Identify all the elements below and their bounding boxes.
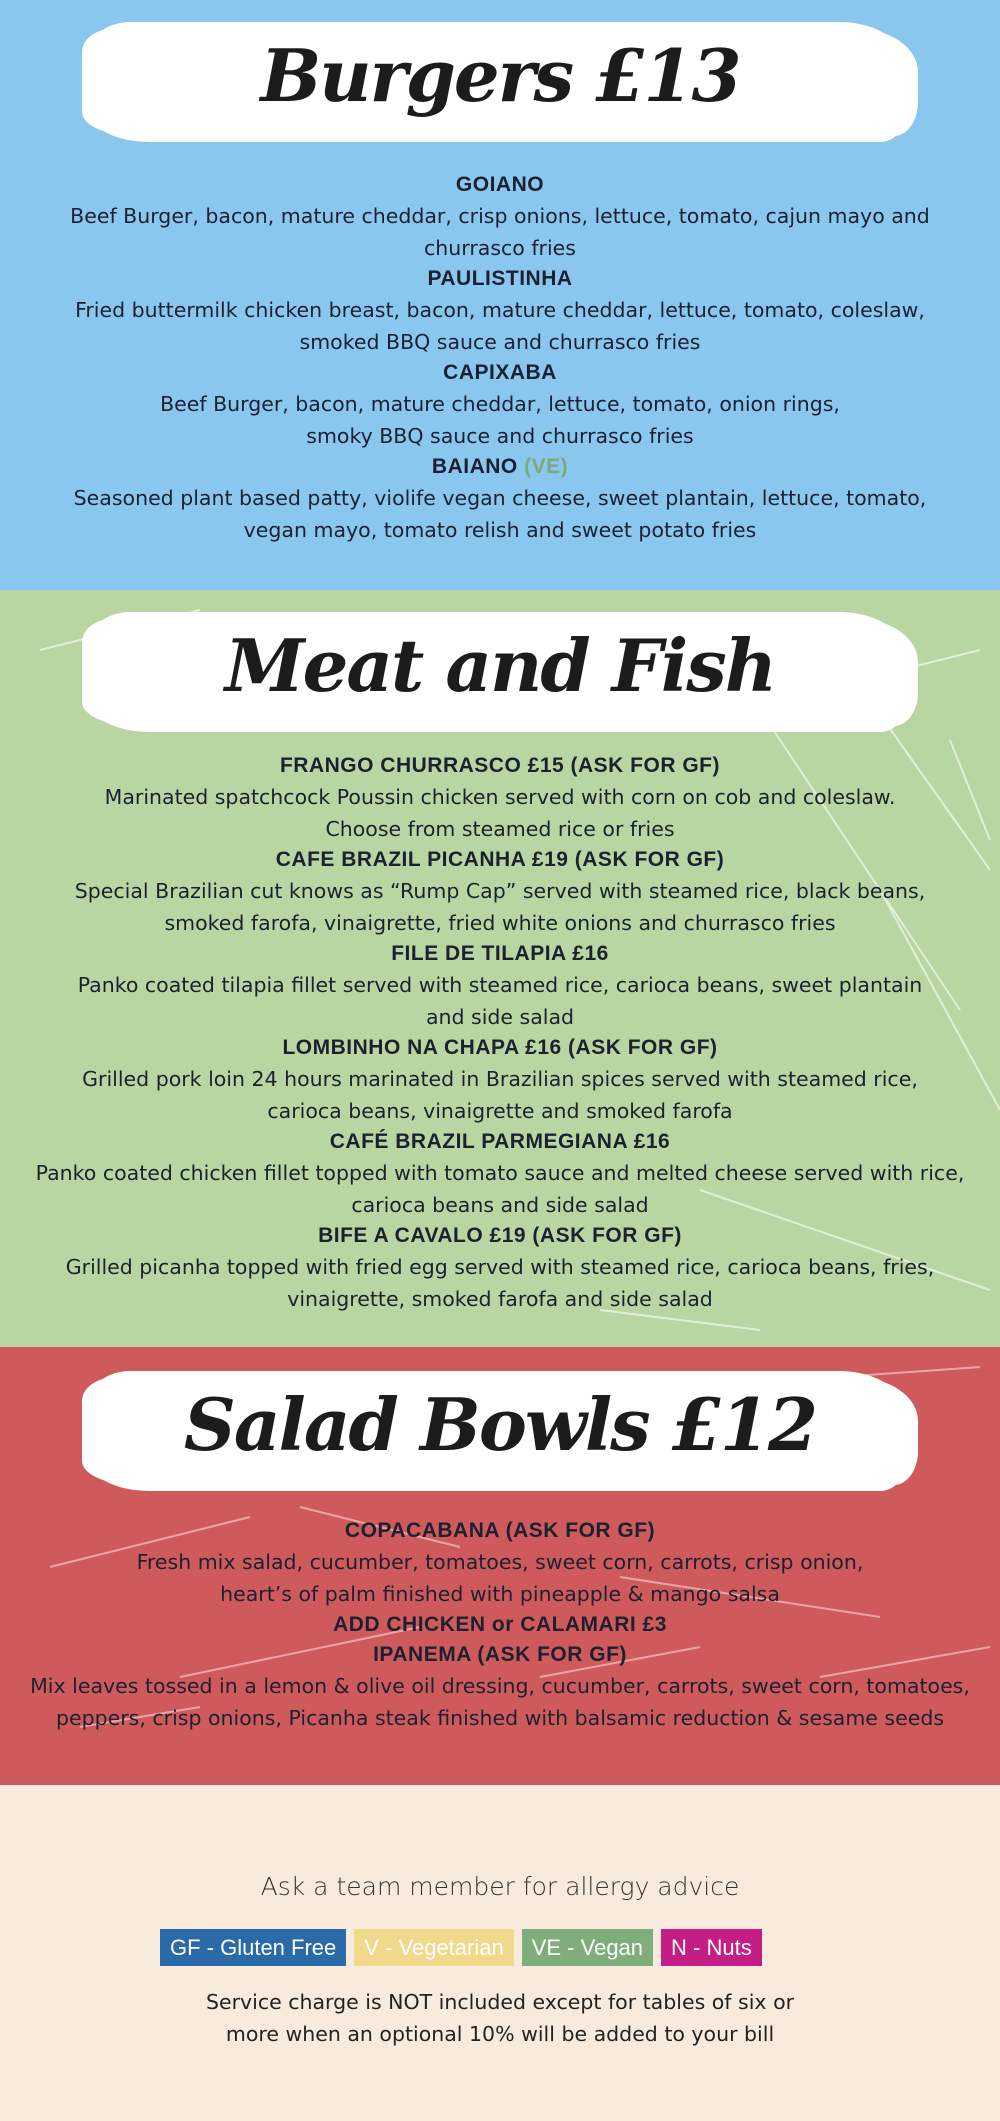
item-desc: vinaigrette, smoked farofa and side salad bbox=[287, 1287, 713, 1311]
menu-item bbox=[20, 751, 980, 845]
legend-nuts: N - Nuts bbox=[661, 1929, 762, 1966]
item-name: FILE DE TILAPIA £16 bbox=[391, 942, 609, 965]
menu-item bbox=[20, 1221, 980, 1315]
item-desc: heart’s of palm finished with pineapple & mango salsa bbox=[220, 1582, 780, 1606]
menu-item bbox=[20, 264, 980, 358]
item-name: FRANGO CHURRASCO £15 (ASK FOR GF) bbox=[279, 754, 721, 777]
item-desc: vegan mayo, tomato relish and sweet potato fries bbox=[243, 518, 757, 542]
item-desc: Beef Burger, bacon, mature cheddar, crisp onions, lettuce, tomato, cajun mayo and bbox=[70, 204, 930, 228]
menu-item bbox=[20, 1033, 980, 1127]
salad-list bbox=[20, 1516, 980, 1734]
item-desc: smoked farofa, vinaigrette, fried white onions and churrasco fries bbox=[164, 911, 836, 935]
item-name-row bbox=[20, 452, 980, 482]
item-name: PAULISTINHA bbox=[427, 267, 573, 290]
menu-item bbox=[20, 1127, 980, 1221]
item-desc: Panko coated chicken fillet topped with tomato sauce and melted cheese served with rice, bbox=[35, 1161, 965, 1185]
menu-item bbox=[20, 170, 980, 264]
item-desc: smoked BBQ sauce and churrasco fries bbox=[299, 330, 701, 354]
meat-list bbox=[20, 751, 980, 1315]
item-name: COPACABANA (ASK FOR GF) bbox=[344, 1519, 656, 1542]
item-name: CAPIXABA bbox=[443, 361, 557, 384]
item-name: BIFE A CAVALO £19 (ASK FOR GF) bbox=[318, 1224, 682, 1247]
note-line: more when an optional 10% will be added to your bill bbox=[225, 2022, 775, 2046]
item-desc: Fresh mix salad, cucumber, tomatoes, sweet corn, carrots, crisp onion, bbox=[136, 1550, 864, 1574]
vegan-tag: (VE) bbox=[524, 455, 569, 478]
item-desc: carioca beans and side salad bbox=[351, 1193, 649, 1217]
item-desc: Mix leaves tossed in a lemon & olive oil dressing, cucumber, carrots, sweet corn, tomatoes, bbox=[30, 1674, 970, 1698]
burgers-section bbox=[0, 0, 1000, 590]
item-desc: Panko coated tilapia fillet served with steamed rice, carioca beans, sweet plantain bbox=[77, 973, 923, 997]
meat-title: Meat and Fish bbox=[224, 623, 776, 708]
menu-item bbox=[20, 358, 980, 452]
item-name: BAIANO bbox=[431, 455, 518, 478]
item-desc: Grilled picanha topped with fried egg served with steamed rice, carioca beans, fries, bbox=[65, 1255, 935, 1279]
dietary-legend bbox=[160, 1929, 762, 1966]
item-name: CAFÉ BRAZIL PARMEGIANA £16 bbox=[329, 1130, 671, 1153]
legend-vegetarian: V - Vegetarian bbox=[354, 1929, 513, 1966]
salad-title: Salad Bowls £12 bbox=[183, 1382, 817, 1467]
item-desc: smoky BBQ sauce and churrasco fries bbox=[306, 424, 694, 448]
item-desc: Special Brazilian cut knows as “Rump Cap” served with steamed rice, black beans, bbox=[74, 879, 926, 903]
burgers-list bbox=[20, 170, 980, 546]
meat-fish-section bbox=[0, 590, 1000, 1347]
item-desc: Beef Burger, bacon, mature cheddar, lettuce, tomato, onion rings, bbox=[160, 392, 840, 416]
item-desc: churrasco fries bbox=[424, 236, 576, 260]
burgers-title: Burgers £13 bbox=[260, 33, 740, 118]
item-desc: Marinated spatchcock Poussin chicken served with corn on cob and coleslaw. bbox=[104, 785, 896, 809]
item-desc: Seasoned plant based patty, violife vegan cheese, sweet plantain, lettuce, tomato, bbox=[73, 486, 927, 510]
menu-item bbox=[20, 1516, 980, 1640]
item-desc: Fried buttermilk chicken breast, bacon, mature cheddar, lettuce, tomato, coleslaw, bbox=[75, 298, 925, 322]
item-name: IPANEMA (ASK FOR GF) bbox=[373, 1643, 627, 1666]
salad-section bbox=[0, 1347, 1000, 1785]
item-desc: peppers, crisp onions, Picanha steak finished with balsamic reduction & sesame seeds bbox=[55, 1706, 945, 1730]
item-name: CAFE BRAZIL PICANHA £19 (ASK FOR GF) bbox=[275, 848, 725, 871]
service-charge-note bbox=[0, 1986, 1000, 2050]
item-desc: carioca beans, vinaigrette and smoked farofa bbox=[267, 1099, 733, 1123]
legend-vegan: VE - Vegan bbox=[522, 1929, 653, 1966]
note-line: Service charge is NOT included except for tables of six or bbox=[205, 1990, 795, 2014]
item-desc: Grilled pork loin 24 hours marinated in Brazilian spices served with steamed rice, bbox=[82, 1067, 918, 1091]
add-on: ADD CHICKEN or CALAMARI £3 bbox=[333, 1613, 667, 1636]
menu-item bbox=[20, 1640, 980, 1734]
item-name: GOIANO bbox=[455, 173, 545, 196]
item-desc: and side salad bbox=[425, 1005, 575, 1029]
legend-gluten-free: GF - Gluten Free bbox=[160, 1929, 346, 1966]
menu-item bbox=[20, 939, 980, 1033]
item-name: LOMBINHO NA CHAPA £16 (ASK FOR GF) bbox=[282, 1036, 718, 1059]
menu-item bbox=[20, 452, 980, 546]
menu-item bbox=[20, 845, 980, 939]
item-desc: Choose from steamed rice or fries bbox=[325, 817, 675, 841]
allergy-advice: Ask a team member for allergy advice bbox=[260, 1872, 740, 1901]
